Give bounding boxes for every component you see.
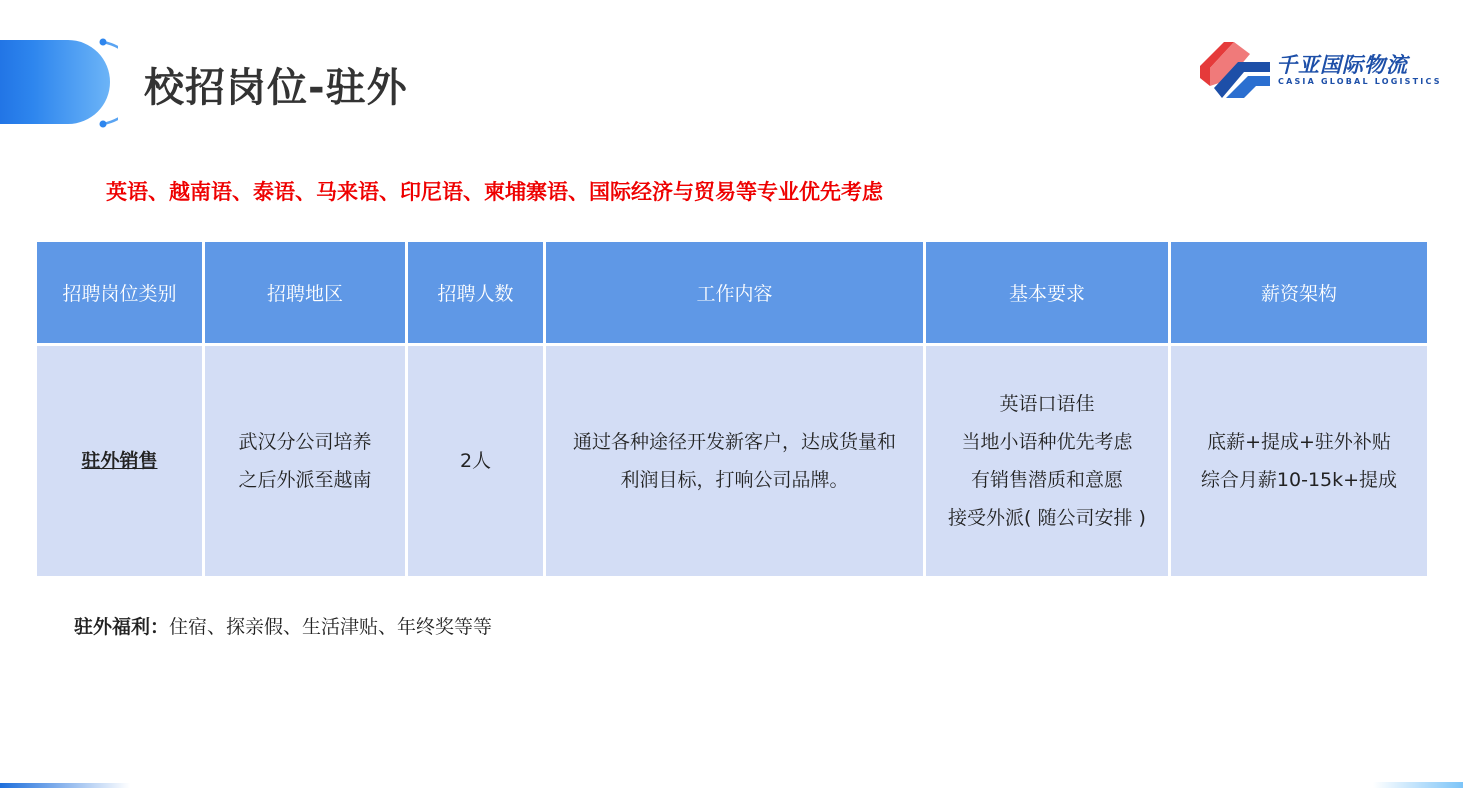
company-logo — [1200, 42, 1442, 102]
logo-name-en: CASIA GLOBAL LOGISTICS — [1278, 77, 1442, 86]
content-line: 通过各种途径开发新客户，达成货量和 — [572, 431, 896, 453]
bottom-left-decoration — [0, 783, 130, 788]
bottom-right-decoration — [1373, 782, 1463, 788]
requirement-line: 有销售潜质和意愿 — [970, 469, 1123, 491]
logo-name-cn: 千亚国际物流 — [1276, 53, 1408, 77]
page-title: 校招岗位-驻外 — [144, 65, 408, 111]
header-region: 招聘地区 — [204, 241, 407, 345]
benefits-text: 住宿、探亲假、生活津贴、年终奖等等 — [169, 616, 493, 638]
table-header-row — [36, 241, 1429, 345]
salary-line: 综合月薪10-15k+提成 — [1200, 469, 1398, 491]
header-requirements: 基本要求 — [925, 241, 1170, 345]
cell-count — [407, 345, 545, 578]
cell-content — [545, 345, 925, 578]
position-name: 驻外销售 — [81, 450, 158, 472]
header-category: 招聘岗位类别 — [36, 241, 204, 345]
requirement-line: 当地小语种优先考虑 — [961, 431, 1133, 453]
requirement-line: 英语口语佳 — [999, 393, 1095, 415]
cell-region — [204, 345, 407, 578]
cell-requirements — [925, 345, 1170, 578]
content-line: 利润目标，打响公司品牌。 — [620, 469, 849, 491]
logo-mark-icon — [1200, 42, 1270, 100]
requirement-line: 接受外派( 随公司安排 ) — [948, 507, 1146, 529]
corner-arc-decoration — [0, 38, 118, 128]
priority-notice: 英语、越南语、泰语、马来语、印尼语、柬埔寨语、国际经济与贸易等专业优先考虑 — [106, 180, 883, 204]
region-line: 之后外派至越南 — [238, 469, 372, 491]
headcount: 2人 — [459, 450, 492, 472]
cell-category — [36, 345, 204, 578]
table-row — [36, 345, 1429, 578]
region-line: 武汉分公司培养 — [238, 431, 372, 453]
header-count: 招聘人数 — [407, 241, 545, 345]
cell-salary — [1170, 345, 1429, 578]
recruitment-table — [34, 239, 1430, 579]
benefits-line — [74, 612, 492, 642]
header-salary: 薪资架构 — [1170, 241, 1429, 345]
header-content: 工作内容 — [545, 241, 925, 345]
benefits-label: 驻外福利： — [74, 616, 170, 638]
salary-line: 底薪+提成+驻外补贴 — [1207, 431, 1391, 453]
